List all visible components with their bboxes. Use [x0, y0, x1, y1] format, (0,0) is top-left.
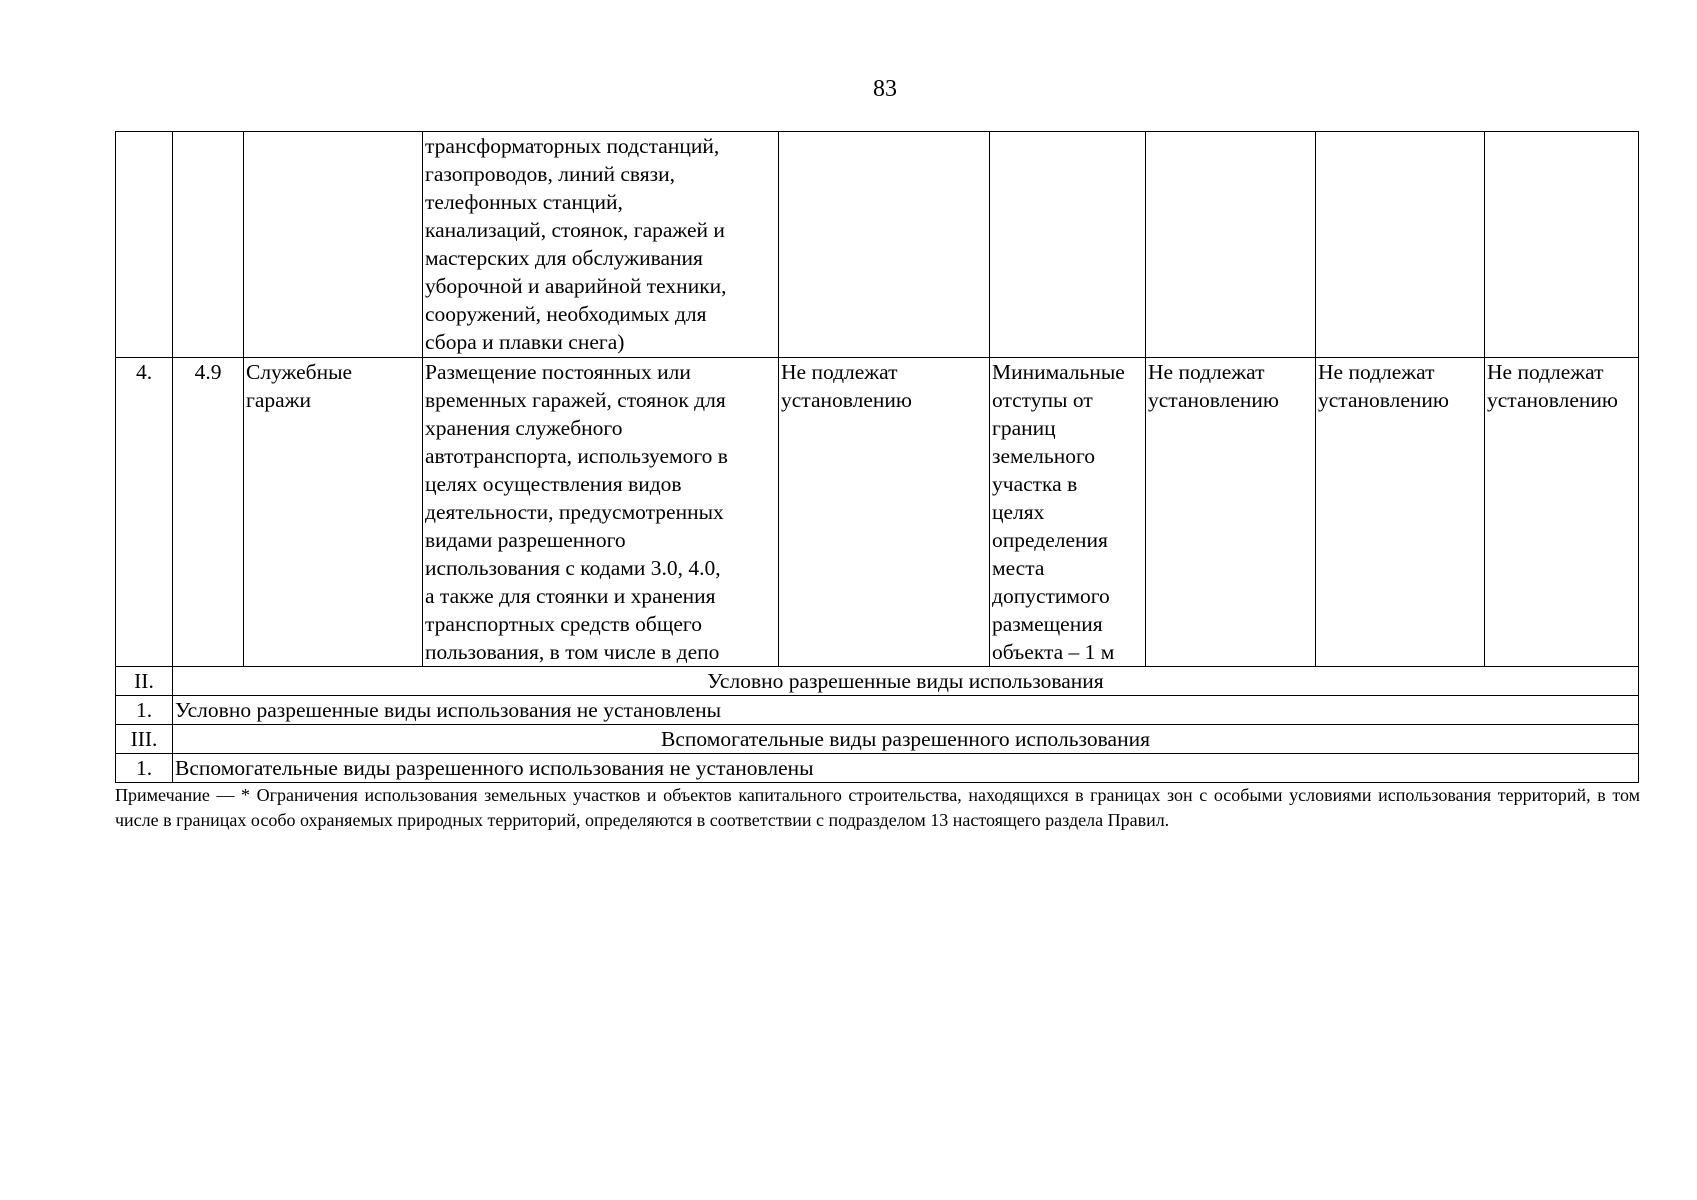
row-number: 1. [116, 754, 173, 783]
use-name: Служебные гаражи [244, 358, 423, 667]
cell-empty [1485, 132, 1639, 358]
setback-cell: Минимальные отступы от границ земельного участка в целях определения места допустимого размещения объекта – 1 м [990, 358, 1146, 667]
row-text: Вспомогательные виды разрешенного использования не установлены [173, 754, 1639, 783]
description-cell: трансформаторных подстанций, газопроводов, линий связи, телефонных станций, канализаций, стоянок, гаражей и мастерских для обслуживания уборочной и аварийной техники, сооружений, необходимых для сбора и плавки снега) [423, 132, 779, 358]
parameter-cell: Не подлежат установлению [1485, 358, 1639, 667]
continuation-row [116, 132, 1639, 358]
cell-empty [244, 132, 423, 358]
row-text: Условно разрешенные виды использования не установлены [173, 696, 1639, 725]
footnote: Примечание — * Ограничения использования земельных участков и объектов капитального строительства, находящихся в границах зон с особыми условиями использования территорий, в том числе в границах особо охраняемых природных территорий, определяются в соответствии с подразделом 13 настоящего раздела Правил. [115, 785, 1640, 830]
row-number: 4. [116, 358, 173, 667]
table-row [116, 358, 1639, 667]
table-row [116, 696, 1639, 725]
section-title: Вспомогательные виды разрешенного использования [173, 725, 1639, 754]
parameter-cell: Не подлежат установлению [1316, 358, 1485, 667]
section-number: III. [116, 725, 173, 754]
section-header-row [116, 725, 1639, 754]
cell-empty [1146, 132, 1316, 358]
parameter-cell: Не подлежат установлению [1146, 358, 1316, 667]
cell-empty [116, 132, 173, 358]
section-number: II. [116, 667, 173, 696]
section-title: Условно разрешенные виды использования [173, 667, 1639, 696]
use-code: 4.9 [173, 358, 244, 667]
cell-empty [173, 132, 244, 358]
page-number: 83 [873, 76, 897, 102]
cell-empty [1316, 132, 1485, 358]
section-header-row [116, 667, 1639, 696]
cell-empty [990, 132, 1146, 358]
table-row [116, 754, 1639, 783]
land-use-table [115, 131, 1639, 783]
parameter-cell: Не подлежат установлению [779, 358, 990, 667]
row-number: 1. [116, 696, 173, 725]
cell-empty [779, 132, 990, 358]
description-cell: Размещение постоянных или временных гаражей, стоянок для хранения служебного автотранспорта, используемого в целях осуществления видов деятельности, предусмотренных видами разрешенного использования с кодами 3.0, 4.0, а также для стоянки и хранения транспортных средств общего пользования, в том числе в депо [423, 358, 779, 667]
